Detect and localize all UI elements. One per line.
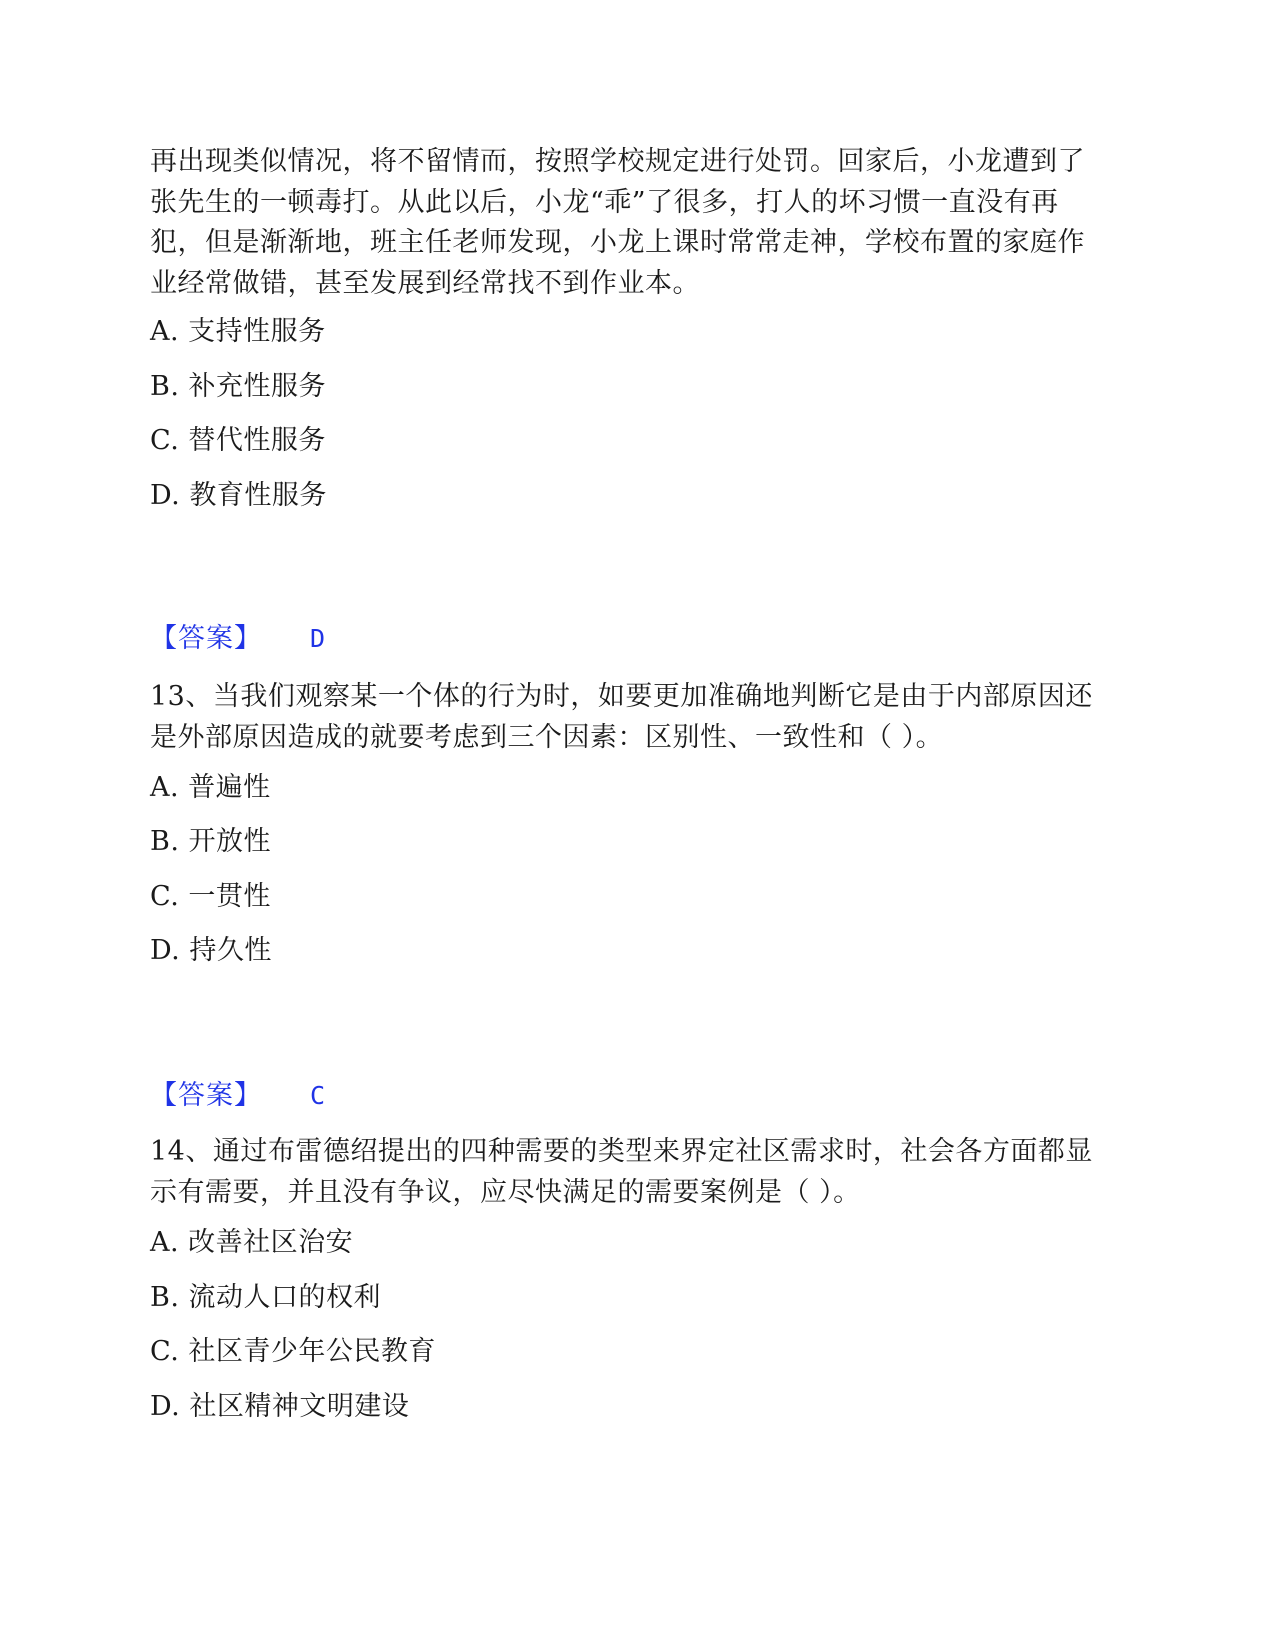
- q14-option-b: B. 流动人口的权利: [150, 1282, 382, 1313]
- q14-option-a: A. 改善社区治安: [150, 1227, 354, 1258]
- q13-option-c: C. 一贯性: [150, 881, 271, 912]
- q13-option-a: A. 普遍性: [150, 772, 271, 803]
- answer-label: 【答案】: [150, 623, 262, 654]
- q12-option-c: C. 替代性服务: [150, 425, 326, 456]
- question-13-stem: 13、当我们观察某一个体的行为时，如要更加准确地判断它是由于内部原因还是外部原因造成的就要考虑到三个因素：区别性、一致性和（ ）。: [150, 681, 1093, 753]
- q12-option-b: B. 补充性服务: [150, 371, 327, 402]
- q14-option-d: D. 社区精神文明建设: [150, 1391, 410, 1422]
- q12-option-a: A. 支持性服务: [150, 316, 326, 347]
- q12-answer: [150, 621, 325, 657]
- answer-value: C: [310, 1081, 326, 1110]
- answer-label: 【答案】: [150, 1080, 262, 1111]
- q12-option-d: D. 教育性服务: [150, 480, 327, 511]
- q13-option-b: B. 开放性: [150, 826, 272, 857]
- q13-option-d: D. 持久性: [150, 935, 272, 966]
- answer-value: D: [310, 624, 326, 653]
- question-12-stem-continuation: 再出现类似情况，将不留情而，按照学校规定进行处罚。回家后，小龙遭到了张先生的一顿毒打。从此以后，小龙“乖”了很多，打人的坏习惯一直没有再犯，但是渐渐地，班主任老师发现，小龙上课时常常走神，学校布置的家庭作业经常做错，甚至发展到经常找不到作业本。: [150, 146, 1085, 299]
- question-14-stem: 14、通过布雷德绍提出的四种需要的类型来界定社区需求时，社会各方面都显示有需要，并且没有争议，应尽快满足的需要案例是（ ）。: [150, 1136, 1093, 1208]
- q14-option-c: C. 社区青少年公民教育: [150, 1336, 436, 1367]
- q13-answer: [150, 1078, 325, 1114]
